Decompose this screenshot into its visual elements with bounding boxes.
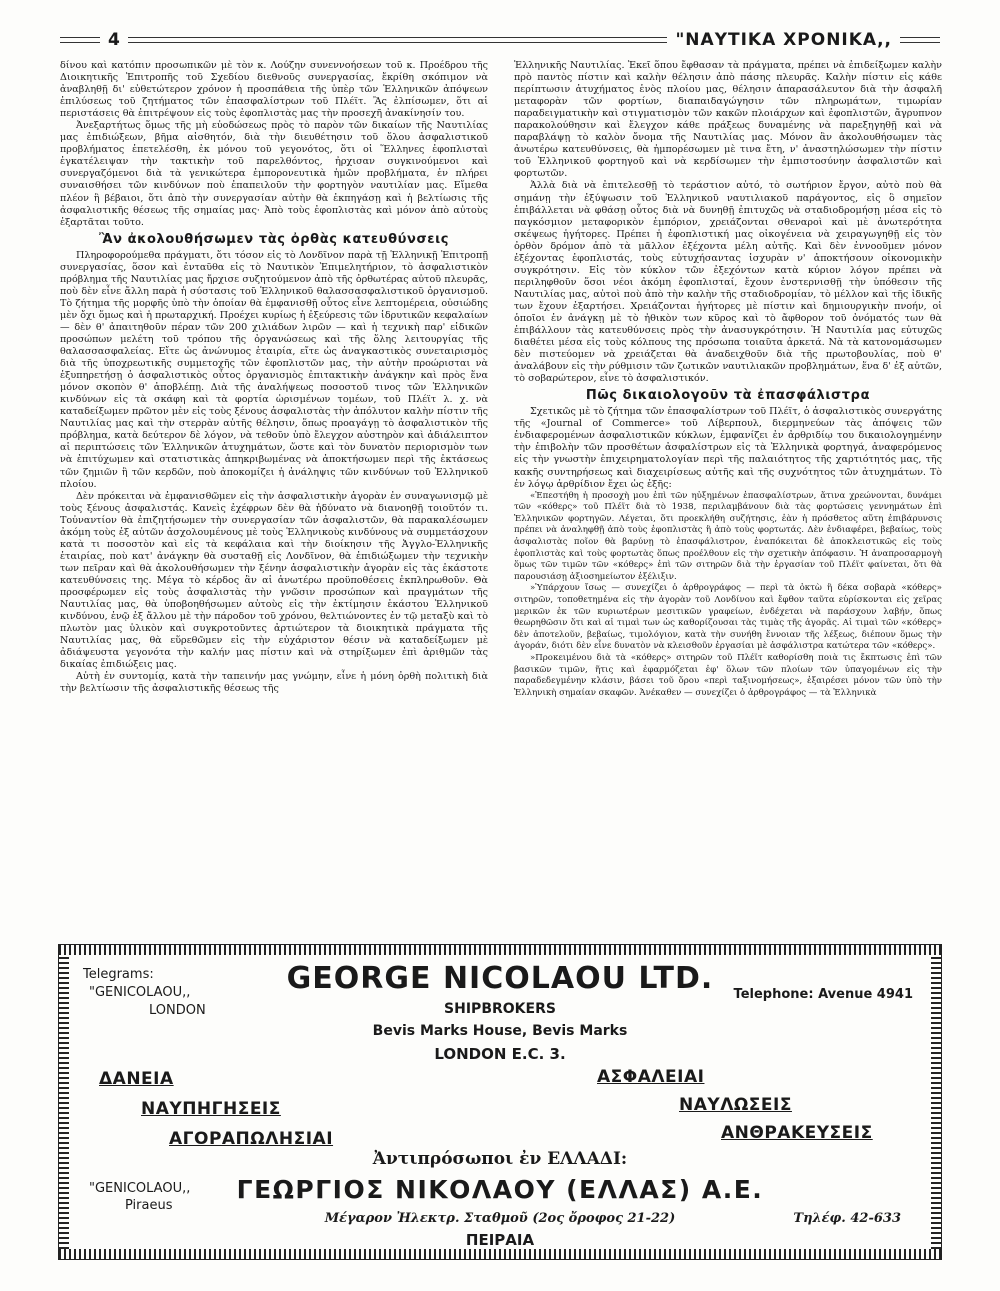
service-sales: ΑΓΟΡΑΠΩΛΗΣΙΑΙ — [169, 1129, 334, 1149]
company-role: SHIPBROKERS — [444, 1001, 556, 1017]
telegrams-city: LONDON — [149, 1003, 206, 1018]
header-rule-right — [900, 37, 940, 43]
greek-address: Μέγαρον Ἠλεκτρ. Σταθμοῦ (2ος ὄροφος 21-22) — [324, 1211, 676, 1226]
paragraph: Σχετικῶς μὲ τὸ ζήτημα τῶν ἐπασφαλίστρων τοῦ Πλέϊτ, ὁ ἀσφαλιστικὸς συνεργάτης τῆς «Journal of Commerce» τοῦ Λίβερπουλ, διερμηνεύων τὰς ἀπόψεις τῶν ἐνδιαφερομένων ἀσφαλιστικῶν κύκλων, ἐμφανίζει ἐν ἀρθριδίῳ του δικαιολογημένην τὴν ἐπιβολὴν τῶν προσθέτων ἀσφαλίστρων εἰς τὰ Ἑλληνικὰ φορτηγά, ἀναφερόμενος εἰς τὴν γνωστὴν ἐπιχειρηματολογίαν περὶ τῆς παλαιότητος τῆς χαρτιότητός μας, τῆς κακῆς συντηρήσεως καὶ διαχειρίσεως αὐτῆς καὶ τῆς συχνότητος τῶν ἀτυχημάτων. Τὸ ἐν λόγῳ ἀρθρίδιον ἔχει ὡς ἑξῆς: — [514, 406, 942, 490]
section-heading: Πῶς δικαιολογοῦν τὰ ἐπασφάλιστρα — [585, 388, 871, 404]
service-bunkering: ΑΝΘΡΑΚΕΥΣΕΙΣ — [721, 1123, 873, 1143]
ad-border-right — [931, 955, 941, 1249]
quotation: »Προκειμένου διὰ τὰ «κόθερς» σιτηρῶν τοῦ Πλέϊτ καθορίσθη ποιὰ τις ἔκπτωσις ἐπὶ τῶν βασικῶν τιμῶν, ἥτις καὶ ἐφαρμόζεται ἐφ' ὅλων τῶν πλοίων τῶν ὑπαγομένων εἰς τὴν παραδεδεγμένην κλάσιν, βάσει τοῦ ὅρου «περὶ ταξινομήσεως», ἐξαιρέσει μόνον τῶν ὑπὸ τὴν Ἑλληνικὴ σημαίαν σκαφῶν. Ἀνέκαθεν — συνεχίζει ὁ ἀρθρογράφος — τὰ Ἑλληνικὰ — [514, 652, 942, 698]
piraeus-city: Piraeus — [125, 1198, 173, 1213]
header-rule-left — [60, 37, 100, 43]
telegrams-code: "GENICOLAOU,, — [89, 985, 191, 1000]
left-column — [60, 60, 488, 938]
paragraph: Ἀνεξαρτήτως ὅμως τῆς μὴ εὐοδώσεως πρὸς τὸ παρὸν τῶν δικαίων τῆς Ναυτιλίας μας ἐπιδιώξεων, βῆμα αἰσθητόν, διὰ τὴν διευθέτησιν τοῦ ὅλου ἀσφαλιστικοῦ προβλήματος ἐπετελέσθη, ἐκ μόνου τοῦ γεγονότος, ὅτι οἱ Ἕλληνες ἐφοπλισταὶ ἐγκατέλειψαν τὴν τακτικὴν τοῦ παρελθόντος, ἠρχισαν συγκινούμενοι καὶ συνεργαζόμενοι διὰ τὰ γενικώτερα ἐμπορονευτικὰ ἡμῶν προβλήματα, ἐν πλήρει συναισθήσει τῶν κινδύνων ποὺ ἐπαπειλοῦν τὴν φορτηγὸν ναυτιλίαν μας. Εἴμεθα πλέον ἢ βέβαιοι, ὅτι ἀπὸ τὴν συνεργασίαν αὐτὴν θὰ ἐκπηγάσῃ καὶ ἡ βελτίωσις τῆς ἀσφαλιστικῆς θέσεως τῆς σημαίας μας· Ἀπὸ τοὺς ἐφοπλιστὰς καὶ μόνον ἀπὸ αὐτοὺς ἐξαρτᾶται τοῦτο. — [60, 120, 488, 228]
greek-phone: Τηλέφ. 42-633 — [793, 1211, 901, 1226]
service-insurance: ΑΣΦΑΛΕΙΑΙ — [597, 1067, 705, 1087]
service-shipbuilding: ΝΑΥΠΗΓΗΣΕΙΣ — [141, 1099, 281, 1119]
paragraph: Ἀλλὰ διὰ νὰ ἐπιτελεσθῇ τὸ τεράστιον αὐτό, τὸ σωτήριον ἔργον, αὐτὸ ποὺ θὰ σημάνῃ τὴν ἐξύψωσιν τοῦ Ἑλληνικοῦ ναυτιλιακοῦ παράγοντος, εἰς ὃ σημεῖον ἐπιβάλλεται νὰ φθάσῃ οὗτος διὰ νὰ δυνηθῇ ἐπιτυχῶς νὰ σταδιοδρομήσῃ μέσα εἰς τὸ παγκόσμιον μεταφορικὸν ἐμπόριον, χρειάζονται σθεναροὶ καὶ μὲ ἀνωτερότητα σκέψεως ἡγήτορες. Πρέπει ἡ ἐφοπλιστική μας οἰκογένεια νὰ χειραγωγηθῇ εἰς τὸν ὀρθὸν δρόμον ἀπὸ τὰ μᾶλλον ἐξέχοντα μέλη αὐτῆς. Καὶ δὲν ἐννοοῦμεν μόνον ἐξέχοντας ἐφοπλιστάς, τοὺς εὐτυχήσαντας ἰσχυρὰν ν' ἀποκτήσουν οἰκονομικὴν συγκρότησιν. Εἰς τὸν κύκλον τῶν ἐξεχόντων κατὰ κύριον λόγον πρέπει νὰ περιληφθοῦν ὅσοι νέοι ἀκόμη ἐφοπλισταί, ἔχουν ἐνστερνισθῇ τὴν ὑπόθεσιν τῆς Ναυτιλίας μας, αὐτοὶ ποὺ ἀπὸ τὴν καλὴν τῆς σταδιοδρομίαν, τὸ μέλλον καὶ τῆς ἰδικῆς των ἔχουν ἐξαρτήσει. Χρειάζονται ἡγήτορες μὲ πίστιν καὶ δημιουργικὴν πνοήν, οἱ ὁποῖοι ἐν ἀνάγκῃ μὲ τὸ ἠθικὸν των κῦρος καὶ τὸ ἄφθορον τοῦ ὀνόματός των θὰ ἐπιβάλλουν τὰς κατευθύνσεις πρὸς τὴν ἀνασυγκρότησιν. Ἡ Ναυτιλία μας εὐτυχῶς διαθέτει μέσα εἰς τοὺς κόλπους της πρόσωπα τοιαῦτα ἀρκετά. Νὰ τὰ κατονομάσωμεν δὲν πιστεύομεν νὰ χρειάζεται θὰ ἀναδειχθοῦν διὰ τῆς πρωτοβουλίας, ποὺ θ' ἀναλάβουν εἰς τὴν ρύθμισιν τῶν ζωτικῶν ναυτιλιακῶν προβλημάτων, ἕνα δ' ἐξ αὐτῶν, τὸ σοβαρώτερον, εἶνε τὸ ἀσφαλιστικόν. — [514, 180, 942, 385]
greek-company-name: ΓΕΩΡΓΙΟΣ ΝΙΚΟΛΑΟΥ (ΕΛΛΑΣ) Α.Ε. — [236, 1175, 764, 1204]
paragraph: Πληροφορούμεθα πράγματι, ὅτι τόσον εἰς τὸ Λονδῖνον παρὰ τῇ Ἑλληνικῇ Ἐπιτροπῇ συνεργασίας, ὅσον καὶ ἐνταῦθα εἰς τὸ Ναυτικὸν Ἐπιμελητήριον, τὸ ἀσφαλιστικὸν πρόβλημα τῆς Ναυτιλίας μας ἤρχισε συζητούμενον ἀπὸ τῆς ὀρθωτέρας αὐτοῦ πλευρᾶς, ποὺ δὲν εἶνε ἄλλη παρὰ ἡ σύστασις τοῦ Ἑλληνικοῦ θαλασσασφαλιστικοῦ ὀργανισμοῦ. Τὸ ζήτημα τῆς μορφῆς ὑπὸ τὴν ὁποίαν θὰ ἐμφανισθῇ οὗτος εἶνε λεπτομέρεια, οὐσιώδης μὲν ὄχι ὅμως καὶ ἡ πρωταρχική. Προέχει κυρίως ἡ ἐξεύρεσις τῶν ἱδρυτικῶν κεφαλαίων — δὲν θ' ἀπαιτηθοῦν πέραν τῶν 200 χιλιάδων λιρῶν — καὶ ἡ τεχνικὴ παρ' εἰδικῶν προσώπων μελέτη τοῦ τρόπου τῆς ὀργανώσεως καὶ τῆς ὅλης λειτουργίας τῆς θαλασσασφαλείας. Εἴτε ὡς ἀνώνυμος ἑταιρία, εἴτε ὡς ἀναγκαστικὸς συνεταιρισμὸς διὰ τῆς ὑποχρεωτικῆς συμμετοχῆς τῶν ἐφοπλιστῶν μας, τὴν αὐτὴν προώρισται νὰ ἐξυπηρετήσῃ ὁ ἀσφαλιστικὸς οὗτος ὀργανισμὸς ἐπιτακτικὴν ἀνάγκην καὶ πρὸς ἕνα μόνον σκοπὸν θ' ἀποβλέπῃ. Διὰ τῆς ἀναλήψεως ποσοστοῦ τινος τῶν Ἑλληνικῶν κινδύνων εἰς τὰ σκάφη καὶ τὰ φορτία ὡρισμένων τομέων, τοῦ Πλέϊτ λ. χ. νὰ καταδείξωμεν πρῶτον μὲν εἰς τοὺς ξένους ἀσφαλιστὰς τὴν ἀπόλυτον καλὴν πίστιν τῆς Ναυτιλίας μας καὶ τὴν στερρὰν αὐτῆς θέλησιν, ὅπως προαγάγῃ τὸ ἀσφαλιστικὸν τῆς πρόβλημα, κατὰ δεύτερον δὲ λόγον, νὰ τεθοῦν ὑπὸ ἔλεγχον αὐστηρὸν καὶ ἀδιάλειπτον αἱ περιπτώσεις τῶν Ἑλληνικῶν ἀτυχημάτων, ὥστε καὶ τὸν δυνατὸν περιορισμὸν των νὰ ἐπιτύχωμεν καὶ στατιστικὰς ἀπηκριβωμένας νὰ ἀποκτήσωμεν περὶ τῆς ἐκτάσεως τῶν ζημιῶν ἢ τῶν κερδῶν, ποὺ ἀποκομίζει ἡ ἀνάληψις τῶν κινδύνων τοῦ Ἑλληνικοῦ πλοίου. — [60, 249, 488, 490]
section-heading: Ἂν ἀκολουθήσωμεν τὰς ὀρθὰς κατευθύνσεις — [98, 231, 450, 247]
quotation: «Ἐπεστήθη ἡ προσοχὴ μου ἐπὶ τῶν ηὐξημένων ἐπασφαλίστρων, ἅτινα χρεώνονται, δυνάμει τῶν «κόθερς» τοῦ Πλέϊτ διὰ τὸ 1938, περιλαμβάνουν διὰ τὰς φορτώσεις γεννημάτων ἐπὶ Ἑλληνικῶν φορτηγῶν. Λέγεται, ὅτι προεκλήθη συζήτησις, ἐὰν ἡ πρόσθετος αὕτη ἐπιβάρυνσις πρέπει νὰ ἀναληφθῇ ἀπὸ τοὺς ἐφοπλιστὰς ἢ ἀπὸ τοὺς φορτωτάς. Δὲν ἐνδιαφέρει, βεβαίως, τοὺς ἀσφαλιστὰς ποῖον θὰ βαρύνῃ τὸ ἐπασφάλιστρον, ἐναπόκειται δὲ ἀποκλειστικῶς εἰς τοὺς ἐφοπλιστὰς καὶ τοὺς φορτωτὰς ὅπως προέλθουν εἰς τὴν σχετικὴν ἀπόφασιν. Ἡ ἀναπροσαρμογὴ ὅμως τῶν τιμῶν τῶν «κόθερς» ἐπὶ τῶν σιτηρῶν διὰ τὴν ἐργασίαν τοῦ Πλέϊτ φαίνεται, ὅτι θὰ παρουσιάσῃ ἀξιοσημείωτον ἐξέλιξιν. — [514, 490, 942, 582]
ad-border-bottom — [59, 1249, 941, 1259]
ad-border-top — [59, 945, 941, 955]
piraeus-code: "GENICOLAOU,, — [89, 1181, 191, 1196]
paragraph: Αὐτὴ ἐν συντομίᾳ, κατὰ τὴν ταπεινήν μας γνώμην, εἶνε ἡ μόνη ὀρθὴ πολιτικὴ διὰ τὴν βελτίωσιν τῆς ἀσφαλιστικῆς θέσεως τῆς — [60, 671, 488, 695]
journal-title: "ΝΑΥΤΙΚΑ ΧΡΟΝΙΚΑ,, — [675, 30, 892, 50]
paragraph: Ἑλληνικῆς Ναυτιλίας. Ἐκεῖ ὅπου ἔφθασαν τὰ πράγματα, πρέπει νὰ ἐπιδείξωμεν καλὴν πρὸ παντὸς πίστιν καὶ καλὴν θέλησιν ἀπὸ πάσης πλευρᾶς. Καλὴν πίστιν εἰς κάθε περίπτωσιν ἀτυχήματος ἑνὸς πλοίου μας, θέλησιν ἀπαρασάλευτον διὰ τὴν ἀσφαλῆ μεταφορὰν τῶν φορτίων, διαπαιδαγώγησιν τῶν πληρωμάτων, τιμωρίαν παραδειγματικὴν καὶ στιγματισμὸν τῶν κακῶν πλοιάρχων καὶ ἐφοπλιστῶν, ἄγρυπνον παρακολούθησιν καὶ ἔλεγχον κάθε πράξεως δυναμένης νὰ παρεξηγηθῇ καὶ νὰ παραβλάψῃ τὸ καλὸν ὄνομα τῆς Ναυτιλίας μας. Μόνον ἂν ἀκολουθήσωμεν τὰς ἀνωτέρω κατευθύνσεις, θὰ ἠμπορέσωμεν μὲ τινα ἔτη, ν' ἀναστηλώσωμεν τὴν πίστιν τοῦ Ἑλληνικοῦ φορτηγοῦ καὶ νὰ κερδίσωμεν τὴν ἐμπιστοσύνην ἀσφαλιστῶν καὶ φορτωτῶν. — [514, 60, 942, 180]
representatives-label: Ἀντιπρόσωποι ἐν ΕΛΛΑΔΙ: — [372, 1149, 628, 1169]
company-address: Bevis Marks House, Bevis Marks — [372, 1023, 628, 1039]
page-header — [60, 28, 940, 52]
service-loans: ΔΑΝΕΙΑ — [99, 1069, 174, 1089]
advertisement — [58, 944, 942, 1260]
paragraph: δίνου καὶ κατόπιν προσωπικῶν μὲ τὸν κ. Λούζην συνεννοήσεων τοῦ κ. Προέδρου τῆς Διοικητικῆς Ἐπιτροπῆς τοῦ Σχεδίου διεθνοῦς συνεργασίας, ἔκρίθη σκόπιμον νὰ ἀναβληθῇ δι' εὐθετώτερον χρόνον ἡ προσπάθεια τῆς ὑπὲρ τῶν Ἑλληνικῶν ἀπόψεων ἐπιλύσεως τοῦ ζητήματος τῶν ἐπασφαλίστρων τοῦ Πλέϊτ. Ἂς ἐλπίσωμεν, ὅτι αἱ περιστάσεις θὰ ἐπιτρέψουν εἰς τοὺς ἐφοπλιστὰς μας τὴν προσεχῆ ἀνακίνησίν του. — [60, 60, 488, 120]
right-column — [514, 60, 942, 938]
telegrams-label: Telegrams: — [83, 967, 154, 982]
quotation: »Ὑπάρχουν ἴσως — συνεχίζει ὁ ἀρθρογράφος — περὶ τὰ ὀκτὼ ἢ δέκα σοβαρὰ «κόθερς» σιτηρῶν, τοποθετημένα εἰς τὴν ἀγορὰν τοῦ Λονδίνου καὶ ἔφθον ταῦτα εὑρίσκονται εἰς χεῖρας μερικῶν ἐκ τῶν κυριωτέρων μεσιτικῶν γραφείων, ἐνδέχεται νὰ παράσχουν λαβήν, ὅπως θεωρηθῶσιν ὅτι καὶ αἱ τιμαὶ των ὡς καθορίζουσαι τὰς τιμὰς τῆς ἀγορᾶς. Αἱ τιμαὶ τῶν «κόθερς» δὲν ἀποτελοῦν, βεβαίως, τιμολόγιον, κατὰ τὴν συνήθη ἔννοιαν τῆς λέξεως, διέπουν ὅμως τὴν ἀγοράν, διότι δὲν εἶνε δυνατὸν νὰ κλεισθοῦν ἐργασίαι μὲ ἀσφάλιστρα κατώτερα τῶν «κόθερς». — [514, 583, 942, 652]
article-columns — [60, 60, 942, 938]
paragraph: Δὲν πρόκειται νὰ ἐμφανισθῶμεν εἰς τὴν ἀσφαλιστικὴν ἀγορὰν ἐν συναγωνισμῷ μὲ τοὺς ξένους ἀσφαλιστάς. Κανεὶς ἐχέφρων δὲν θὰ ἠδύνατο νὰ διανοηθῇ τοιοῦτόν τι. Τοὐναντίον θὰ ἐπιζητήσωμεν τὴν συνεργασίαν τῶν ἀσφαλιστῶν, θὰ παρακαλέσωμεν ἀκόμη τοὺς ἐξ αὐτῶν ἀσχολουμένους μὲ τοὺς Ἑλληνικοὺς κινδύνους νὰ συμμετάσχουν κατὰ τι ποσοστὸν καὶ εἰς τὰ κεφάλαια καὶ τὴν διοίκησιν τῆς Ἀγγλο-Ἑλληνικῆς ἑταιρίας, ποὺ κατ' ἀνάγκην θὰ συσταθῇ εἰς Λονδῖνον, θὰ ἐπιδιώξωμεν τὴν τεχνικὴν των πεῖραν καὶ θὰ ἀκολουθήσωμεν τὴν ξένην ἀσφαλιστικὴν ἀγορὰν εἰς τὰς ἑκάστοτε κατευθύνσεις της. Μέγα τὸ κέρδος ἂν αἱ ἀνωτέρω προϋποθέσεις ἐκπληρωθοῦν. Θὰ προσφέρωμεν εἰς τοὺς ἀσφαλιστὰς τὴν γνῶσιν προσώπων καὶ πραγμάτων τῆς Ναυτιλίας μας, θὰ ὑποβοηθήσωμεν αὐτοὺς εἰς τὴν ἐκτίμησιν ἑκάστου Ἑλληνικοῦ κινδύνου, ἐνῷ ἐξ ἄλλου μὲ τὴν πάροδον τοῦ χρόνου, θελτιώνοντες ἐν τῷ μεταξὺ καὶ τὸ πλωτὸν μας ὑλικὸν καὶ συγκροτοῦντες ἀρτιώτερον τὰ διοικητικὰ πράγματα τῆς Ναυτιλίας μας, θὰ εὕρεθῶμεν εἰς τὴν εὐχάριστον θέσιν νὰ καταδείξωμεν μὲ ἀδιάψευστα γεγονότα τὴν καλήν μας πίστιν καὶ νὰ στηρίξωμεν ἐπὶ ἀριθμῶν τὰς δικαίας ἐπιδιώξεις μας. — [60, 490, 488, 671]
telephone: Telephone: Avenue 4941 — [733, 987, 913, 1002]
company-city: LONDON E.C. 3. — [434, 1045, 566, 1063]
header-rule-middle — [128, 37, 668, 43]
service-chartering: ΝΑΥΛΩΣΕΙΣ — [679, 1095, 792, 1115]
page-number: 4 — [108, 30, 120, 50]
company-name: GEORGE NICOLAOU LTD. — [286, 961, 714, 996]
ad-border-left — [59, 955, 69, 1249]
greek-city: ΠΕΙΡΑΙΑ — [465, 1231, 535, 1249]
